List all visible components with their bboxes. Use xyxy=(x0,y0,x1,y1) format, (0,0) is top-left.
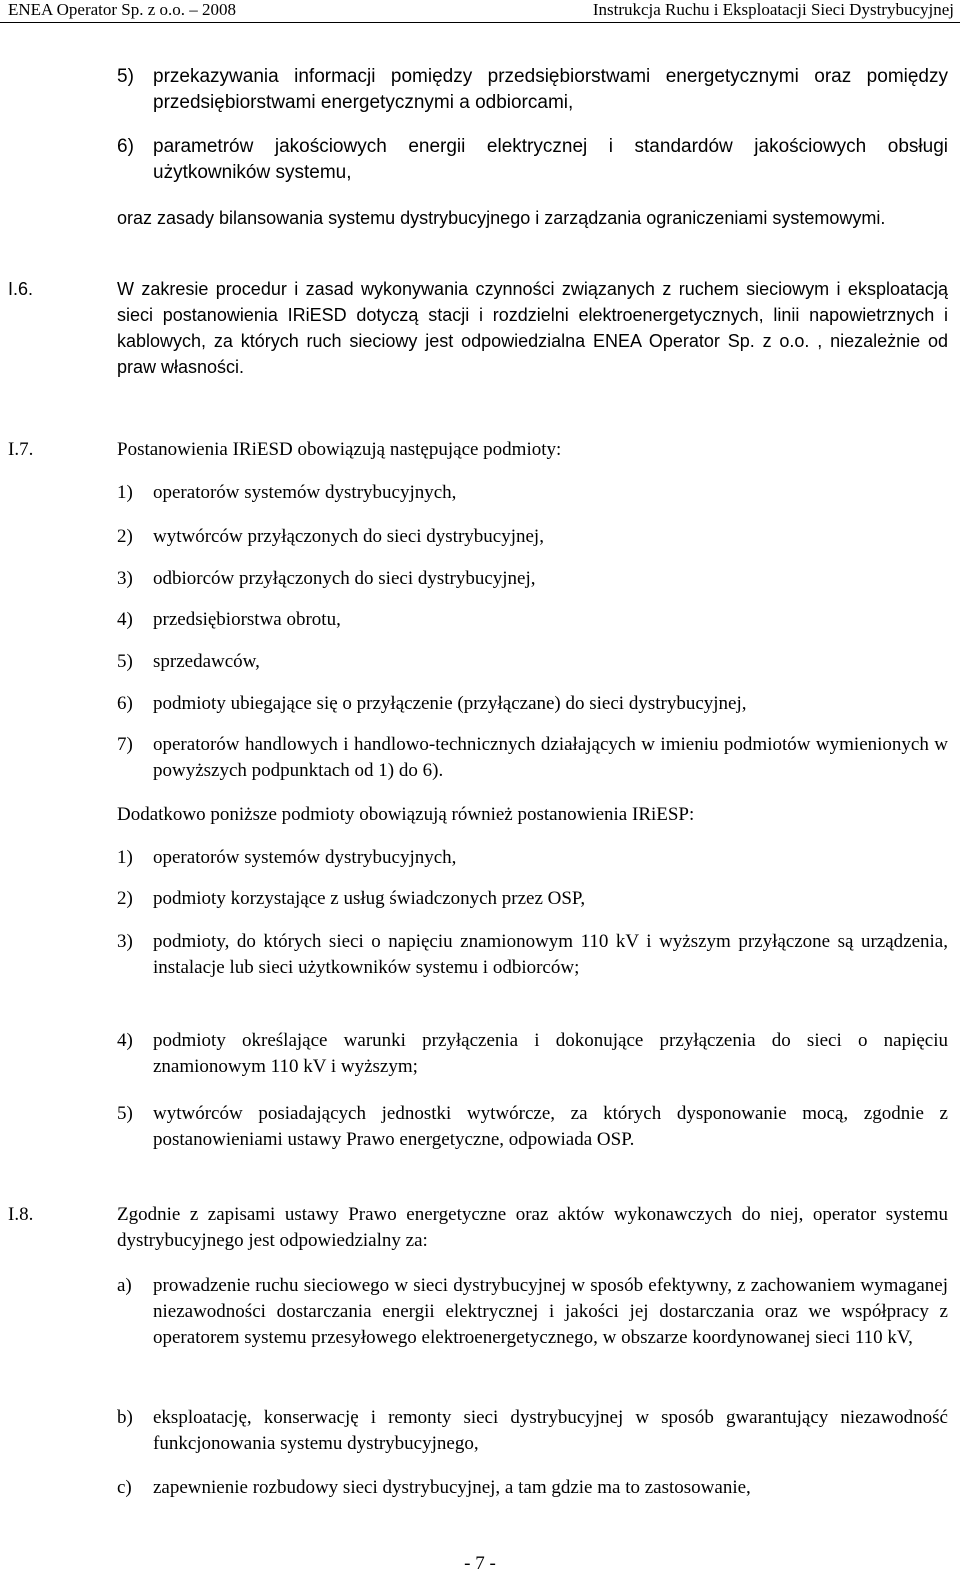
list-item-number: c) xyxy=(117,1477,132,1498)
list-item xyxy=(117,649,948,675)
list-item xyxy=(117,64,948,116)
list-item-number: 5) xyxy=(117,651,133,672)
list-item-text: podmioty określające warunki przyłączenia i dokonujące przyłączenia do sieci o napięciu znamionowym 110 kV i wyższym; xyxy=(153,1030,948,1077)
section-intro: Postanowienia IRiESD obowiązują następujące podmioty: xyxy=(117,439,562,460)
list-item-number: 4) xyxy=(117,609,133,630)
list-item-number: 2) xyxy=(117,888,133,909)
paragraph: Dodatkowo poniższe podmioty obowiązują również postanowienia IRiESP: xyxy=(117,804,695,825)
list-item xyxy=(117,691,948,717)
list-item-text: podmioty korzystające z usług świadczonych przez OSP, xyxy=(153,888,586,909)
list-item xyxy=(117,886,948,912)
list-item-text: podmioty, do których sieci o napięciu znamionowym 110 kV i wyższym przyłączone są urządzenia, instalacje lub sieci użytkowników systemu i odbiorców; xyxy=(153,931,948,978)
list-item-text: eksploatację, konserwację i remonty sieci dystrybucyjnej w sposób gwarantujący niezawodność funkcjonowania systemu dystrybucyjnego, xyxy=(153,1407,948,1454)
list-item-number: 1) xyxy=(117,482,133,503)
list-item-text: przekazywania informacji pomiędzy przedsiębiorstwami energetycznymi oraz pomiędzy przedsiębiorstwami energetycznymi a odbiorcami, xyxy=(153,66,948,113)
section-number: I.8. xyxy=(8,1204,34,1225)
list-item xyxy=(117,845,948,871)
list-item-number: b) xyxy=(117,1407,133,1428)
list-item-text: sprzedawców, xyxy=(153,651,260,672)
page-header xyxy=(0,0,960,22)
list-item-text: zapewnienie rozbudowy sieci dystrybucyjnej, a tam gdzie ma to zastosowanie, xyxy=(153,1477,751,1498)
list-item-number: 5) xyxy=(117,1103,133,1124)
section-number: I.6. xyxy=(8,279,34,299)
list-item xyxy=(117,1101,948,1153)
list-item-text: prowadzenie ruchu sieciowego w sieci dystrybucyjnej w sposób efektywny, z zachowaniem wymaganej niezawodności dostarczania energii elektrycznej i jakości jej dostarczania oraz we współpracy z operatorem systemu przesyłowego elektroenergetycznego, w obszarze koordynowanej sieci 110 kV, xyxy=(153,1275,948,1348)
list-item xyxy=(117,607,948,633)
list-item-text: operatorów systemów dystrybucyjnych, xyxy=(153,847,457,868)
page-number: - 7 - xyxy=(464,1553,496,1574)
list-item-number: a) xyxy=(117,1275,132,1296)
list-item-number: 7) xyxy=(117,734,133,755)
list-item-text: podmioty ubiegające się o przyłączenie (przyłączane) do sieci dystrybucyjnej, xyxy=(153,693,747,714)
list-item-number: 4) xyxy=(117,1030,133,1051)
section-intro: Zgodnie z zapisami ustawy Prawo energetyczne oraz aktów wykonawczych do niej, operator systemu dystrybucyjnego jest odpowiedzialny za: xyxy=(117,1204,948,1251)
list-item xyxy=(117,480,948,506)
list-item-number: 3) xyxy=(117,931,133,952)
list-item-number: 3) xyxy=(117,568,133,589)
list-item-text: przedsiębiorstwa obrotu, xyxy=(153,609,341,630)
list-item-text: operatorów handlowych i handlowo-technicznych działających w imieniu podmiotów wymienionych w powyższych podpunktach od 1) do 6). xyxy=(153,734,948,781)
section-paragraph: W zakresie procedur i zasad wykonywania czynności związanych z ruchem sieciowym i eksploatacją sieci postanowienia IRiESD dotyczą stacji i rozdzielni elektroenergetycznych, linii napowietrznych i kablowych, za których ruch sieciowy jest odpowiedzialna ENEA Operator Sp. z o.o. , niezależnie od praw własności. xyxy=(117,279,948,377)
list-item xyxy=(117,1475,948,1501)
section-number: I.7. xyxy=(8,439,34,460)
header-right: Instrukcja Ruchu i Eksploatacji Sieci Dystrybucyjnej xyxy=(592,0,954,19)
list-item xyxy=(117,134,948,186)
list-item-number: 2) xyxy=(117,526,133,547)
header-rule xyxy=(0,22,960,23)
list-item xyxy=(117,1028,948,1080)
list-item-number: 6) xyxy=(117,136,134,157)
list-item-number: 5) xyxy=(117,66,134,87)
list-item-number: 6) xyxy=(117,693,133,714)
list-item-text: operatorów systemów dystrybucyjnych, xyxy=(153,482,457,503)
list-item xyxy=(117,524,948,550)
list-item-text: odbiorców przyłączonych do sieci dystrybucyjnej, xyxy=(153,568,536,589)
list-item xyxy=(117,566,948,592)
list-item xyxy=(117,732,948,784)
paragraph: oraz zasady bilansowania systemu dystrybucyjnego i zarządzania ograniczeniami systemowymi. xyxy=(117,208,886,228)
list-item-text: wytwórców przyłączonych do sieci dystrybucyjnej, xyxy=(153,526,544,547)
list-item-text: parametrów jakościowych energii elektrycznej i standardów jakościowych obsługi użytkowników systemu, xyxy=(153,136,948,183)
list-item-number: 1) xyxy=(117,847,133,868)
list-item-text: wytwórców posiadających jednostki wytwórcze, za których dysponowanie mocą, zgodnie z postanowieniami ustawy Prawo energetyczne, odpowiada OSP. xyxy=(153,1103,948,1150)
list-item xyxy=(117,1273,948,1351)
list-item xyxy=(117,929,948,981)
list-item xyxy=(117,1405,948,1457)
header-left: ENEA Operator Sp. z o.o. – 2008 xyxy=(8,0,237,19)
